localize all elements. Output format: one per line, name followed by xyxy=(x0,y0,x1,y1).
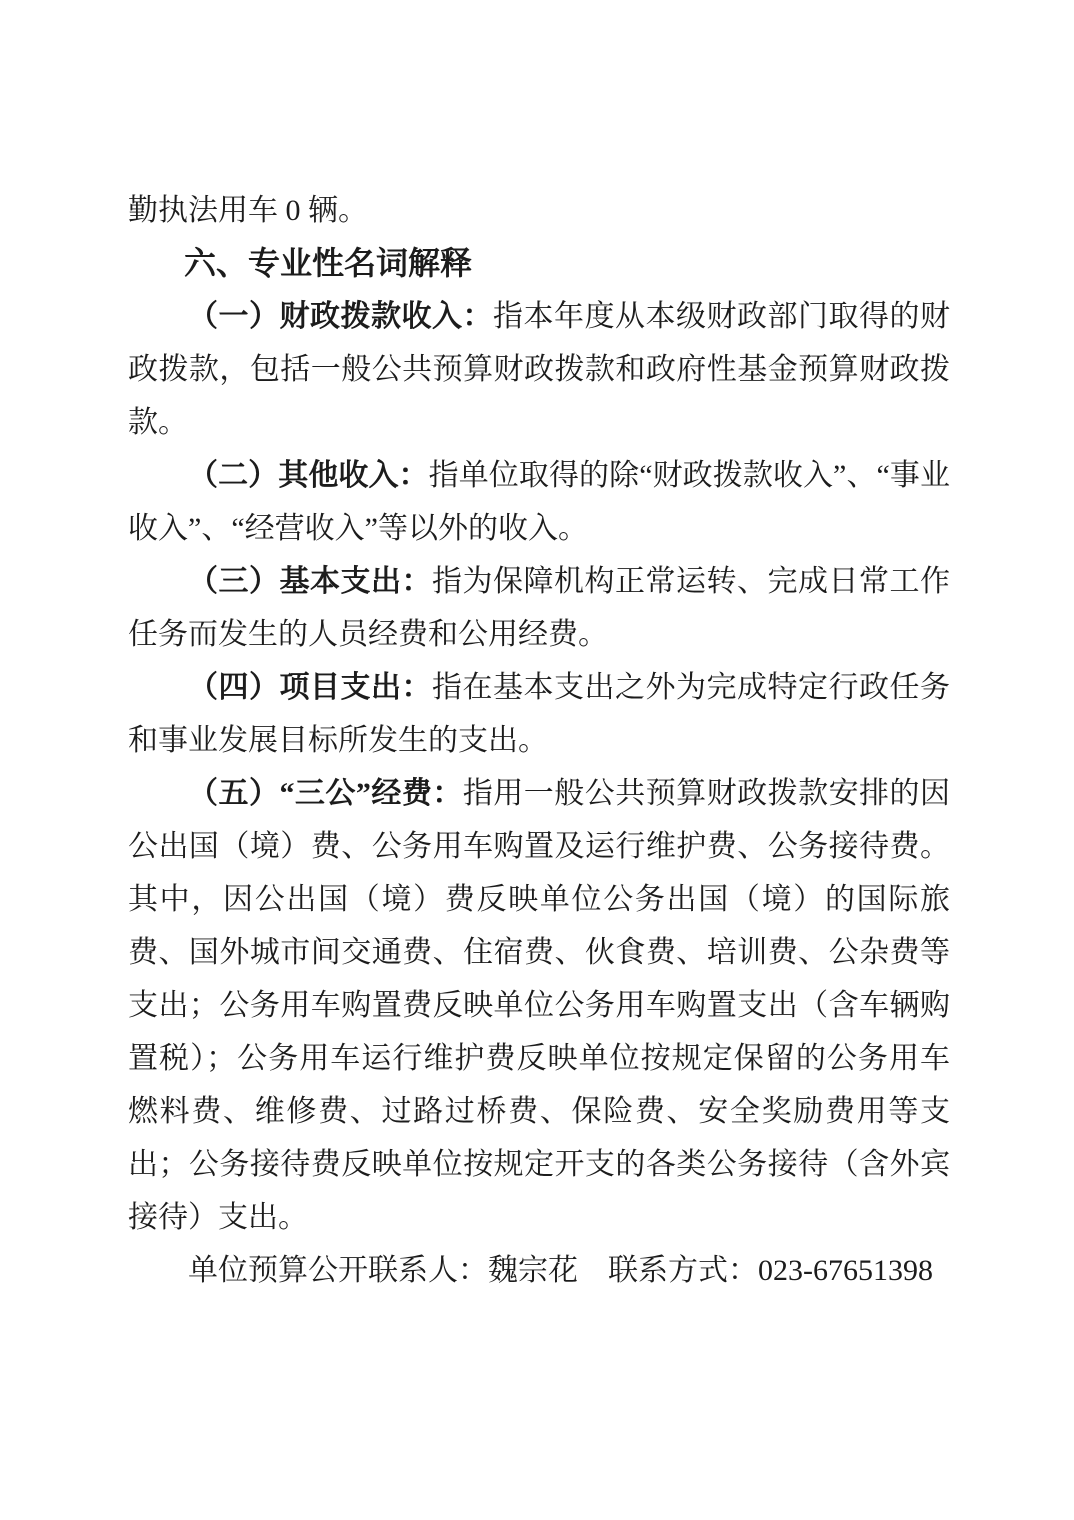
term-lead: （四）项目支出： xyxy=(188,671,432,704)
term-lead: （二）其他收入： xyxy=(188,459,429,492)
contact-label: 单位预算公开联系人： xyxy=(188,1254,488,1287)
term-body: 指本年度从本级财政部门取得的财政拨款，包括一般公共预算财政拨款和政府性基金预算财政拨款。 xyxy=(128,300,950,439)
term-lead: （五）“三公”经费： xyxy=(188,777,463,810)
contact-name: 魏宗花 xyxy=(488,1254,578,1287)
contact-line xyxy=(128,1244,950,1297)
paragraph-continuation: 勤执法用车 0 辆。 xyxy=(128,194,368,227)
term-body: 指用一般公共预算财政拨款安排的因公出国（境）费、公务用车购置及运行维护费、公务接待费。其中，因公出国（境）费反映单位公务出国（境）的国际旅费、国外城市间交通费、住宿费、伙食费、培训费、公杂费等支出；公务用车购置费反映单位公务用车购置支出（含车辆购置税）；公务用车运行维护费反映单位按规定保留的公务用车燃料费、维修费、过路过桥费、保险费、安全奖励费用等支出；公务接待费反映单位按规定开支的各类公务接待（含外宾接待）支出。 xyxy=(128,777,951,1234)
paragraph-definition-project-expenditure xyxy=(128,661,950,767)
contact-phone: 023-67651398 xyxy=(758,1254,933,1287)
document-page xyxy=(128,184,950,1297)
term-body: 指单位取得的除“财政拨款收入”、“事业收入”、“经营收入”等以外的收入。 xyxy=(128,459,951,545)
paragraph-definition-other-income xyxy=(128,449,950,555)
term-body: 指为保障机构正常运转、完成日常工作任务而发生的人员经费和公用经费。 xyxy=(128,565,950,651)
term-lead: （三）基本支出： xyxy=(188,565,432,598)
paragraph-definition-fiscal-appropriation-income xyxy=(128,290,950,449)
paragraph-definition-basic-expenditure xyxy=(128,555,950,661)
term-lead: （一）财政拨款收入： xyxy=(188,300,493,333)
term-body: 指在基本支出之外为完成特定行政任务和事业发展目标所发生的支出。 xyxy=(128,671,950,757)
section-heading: 六、专业性名词解释 xyxy=(184,245,473,281)
paragraph-definition-three-public-funds xyxy=(128,767,950,1244)
contact-method-label: 联系方式： xyxy=(608,1254,758,1287)
